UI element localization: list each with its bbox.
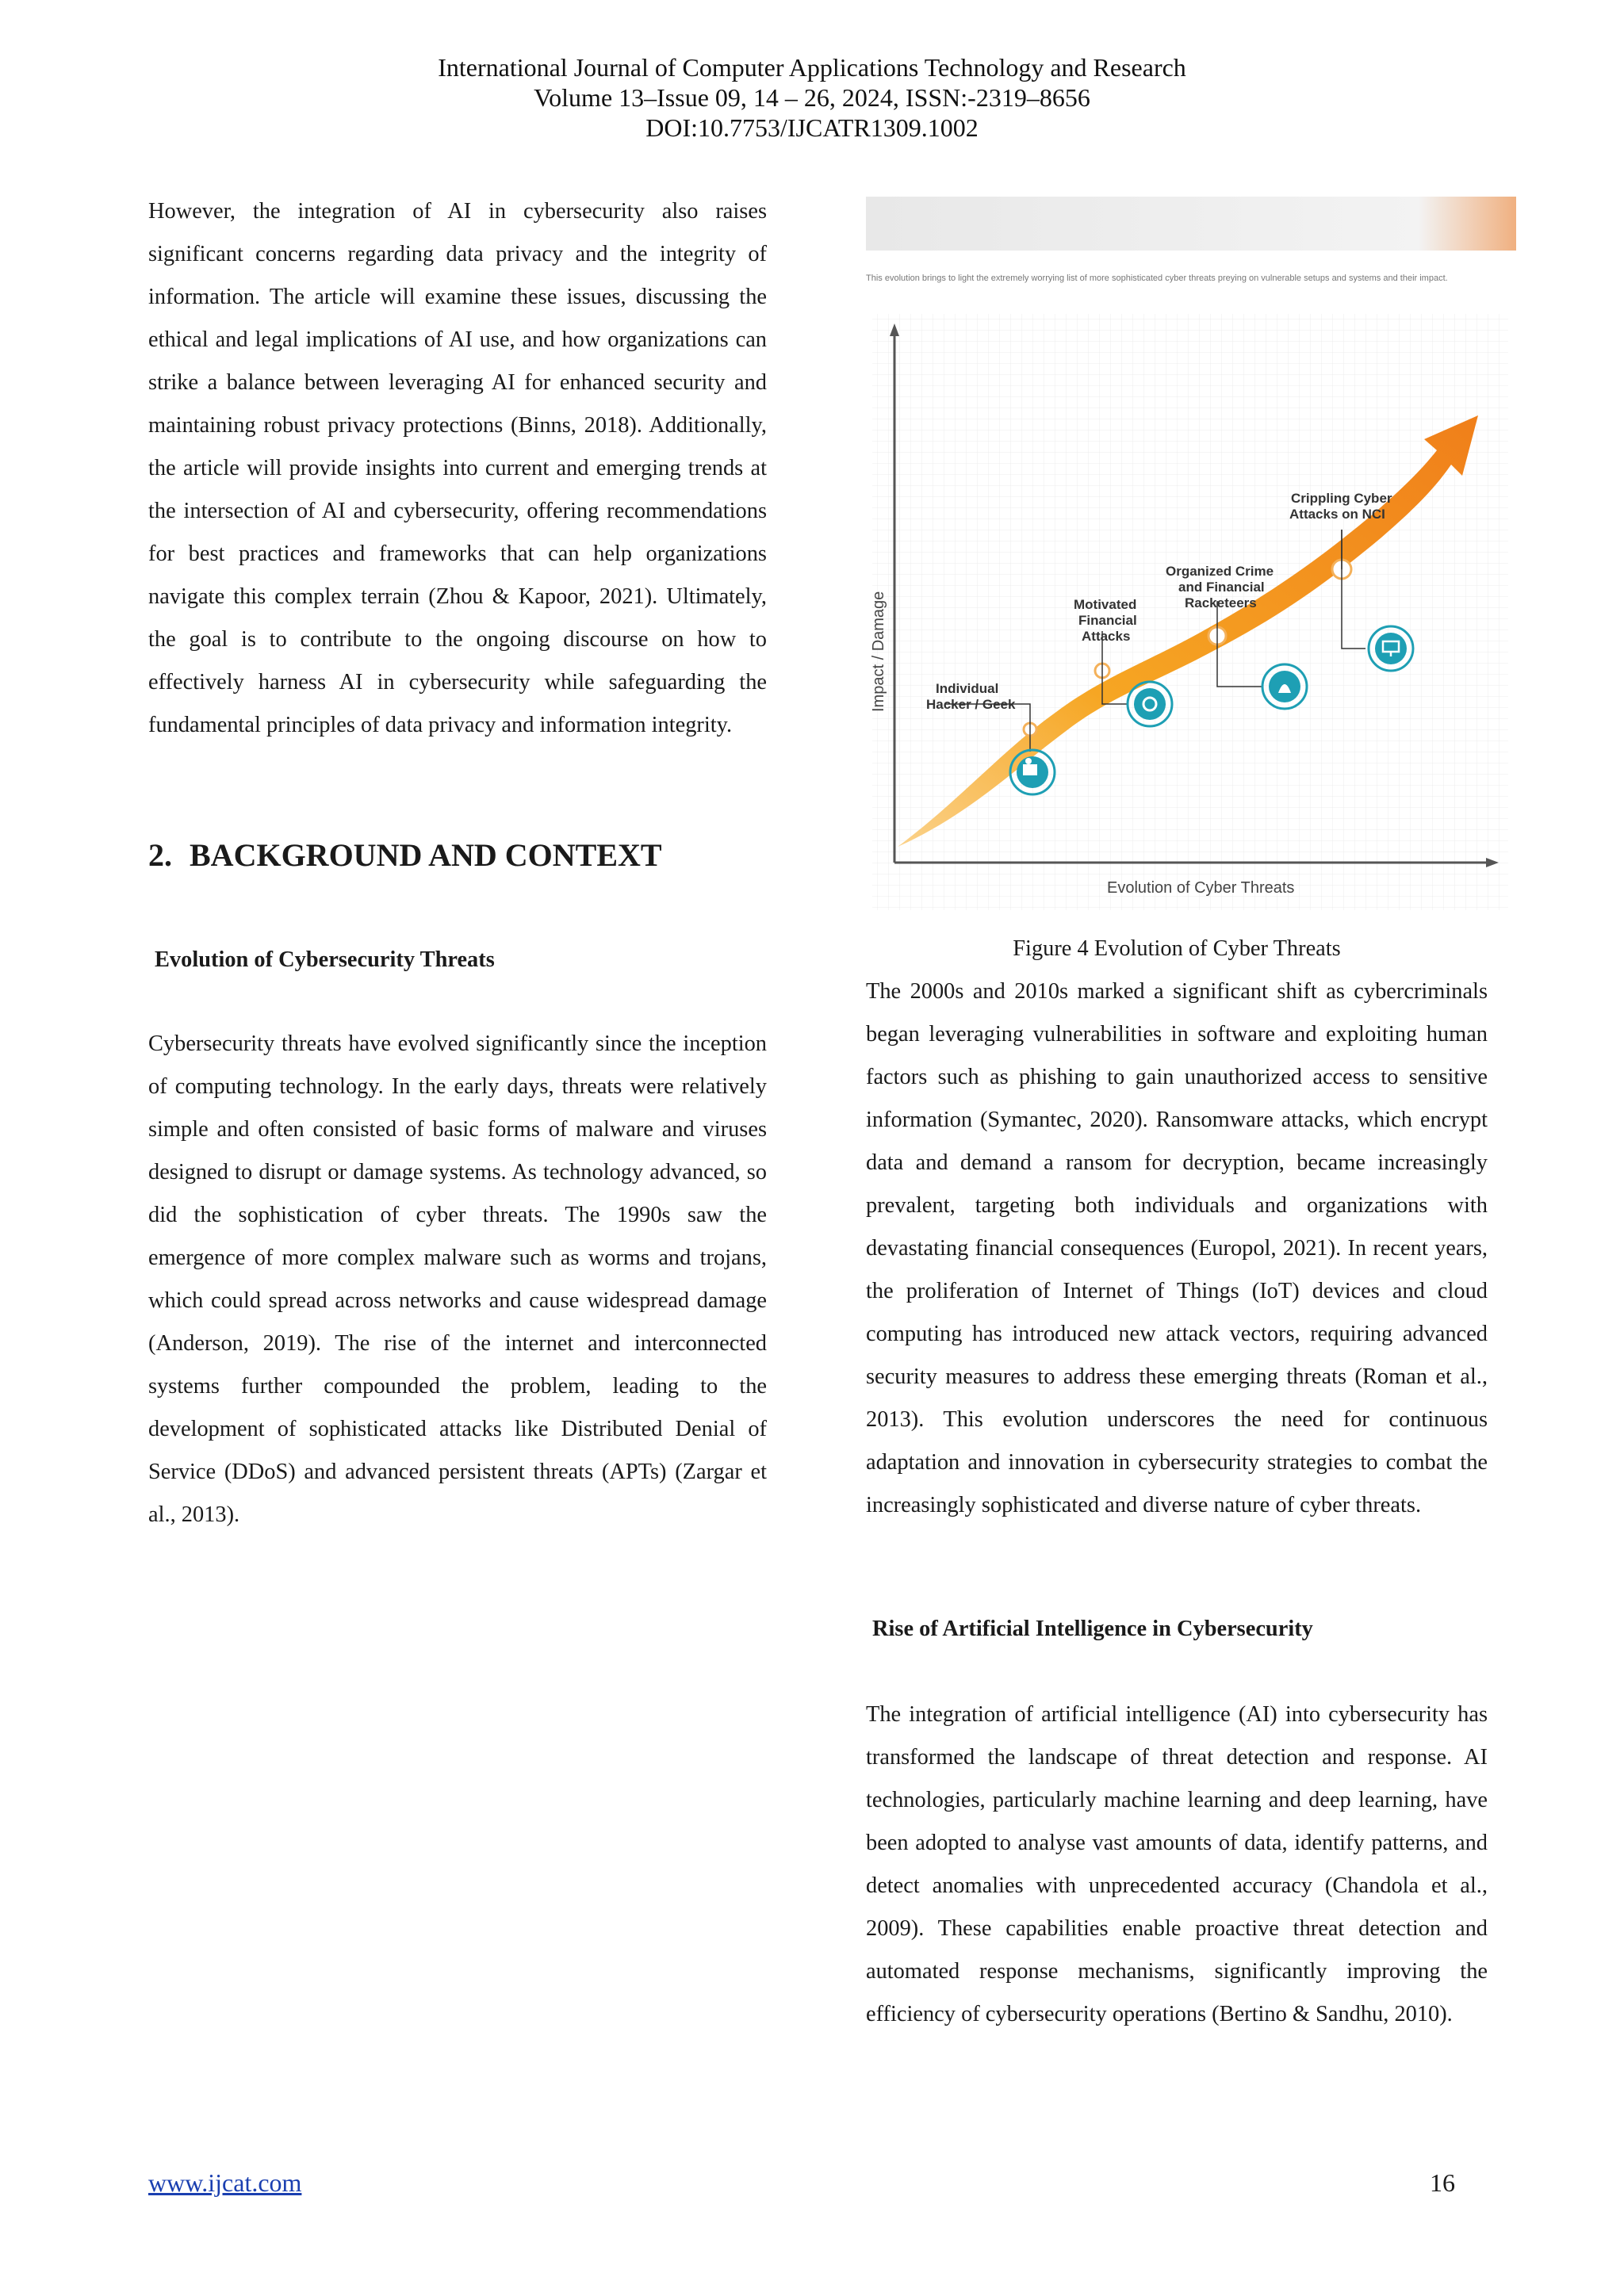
- stage-3-label-b: and Financial: [1178, 580, 1265, 595]
- journal-doi: DOI:10.7753/IJCATR1309.1002: [645, 113, 979, 142]
- figure-top-band: [866, 197, 1516, 251]
- ai-body: [866, 1693, 1488, 2036]
- computer-icon: [1369, 626, 1413, 671]
- x-axis-label: Evolution of Cyber Threats: [1107, 879, 1295, 897]
- evolution-paragraph: Cybersecurity threats have evolved significantly since the inception of computing technology. In the early days, threats were relatively simple and often consisted of basic forms of malware and viruses designed to disrupt or damage systems. As technology advanced, so did the sophistication of cyber threats. The 1990s saw the emergence of more complex malware such as worms and trojans, which could spread across networks and cause widespread damage (Anderson, 2019). The rise of the internet and interconnected systems further compounded the problem, leading to the development of sophisticated attacks like Distributed Denial of Service (DDoS) and advanced persistent threats (APTs) (Zargar et al., 2013).: [148, 1031, 767, 1527]
- ai-paragraph: The integration of artificial intelligence (AI) into cybersecurity has transformed the landscape of threat detection and response. AI technologies, particularly machine learning and deep learning, have been adopted to analyse vast amounts of data, identify patterns, and detect anomalies with unprecedented accuracy (Chandola et al., 2009). These capabilities enable proactive threat detection and automated response mechanisms, significantly improving the efficiency of cybersecurity operations (Bertino & Sandhu, 2010).: [866, 1702, 1488, 2026]
- subheading-ai-text: Rise of Artificial Intelligence in Cybersecurity: [872, 1617, 1313, 1641]
- section-number: 2.: [148, 837, 172, 873]
- page-number: 16: [1430, 2168, 1455, 2197]
- subheading-ai: [872, 1608, 1488, 1651]
- section-title: BACKGROUND AND CONTEXT: [190, 837, 662, 873]
- footer-website-link[interactable]: www.ijcat.com: [148, 2168, 302, 2197]
- figure-4: [866, 197, 1516, 918]
- evolution-chart: [866, 197, 1516, 918]
- stage-2-label-c: Attacks: [1082, 629, 1131, 644]
- gear-icon: [1128, 682, 1172, 726]
- journal-header: [0, 52, 1624, 143]
- stage-1-label-a: Individual: [936, 681, 999, 696]
- intro-paragraph: However, the integration of AI in cybersecurity also raises significant concerns regarding data privacy and the integrity of information. The article will examine these issues, discussing the ethical and legal implications of AI use, and how organizations can strike a balance between leveraging AI for enhanced security and maintaining robust privacy protections (Binns, 2018). Additionally, the article will provide insights into current and emerging trends at the intersection of AI and cybersecurity, offering recommendations for best practices and frameworks that can help organizations navigate this complex terrain (Zhou & Kapoor, 2021). Ultimately, the goal is to contribute to the ongoing discourse on how to effectively harness AI in cybersecurity while safeguarding the fundamental principles of data privacy and information integrity.: [148, 199, 767, 737]
- journal-volume: Volume 13–Issue 09, 14 – 26, 2024, ISSN:-2319–8656: [534, 83, 1090, 112]
- stage-2-label-b: Financial: [1078, 613, 1137, 628]
- right-column: [866, 970, 1488, 1527]
- stage-4-label-b: Attacks on NCI: [1289, 507, 1385, 522]
- subheading-evolution: [155, 939, 767, 982]
- stage-1-label-b: Hacker / Geek: [926, 697, 1016, 712]
- stage-3-label-a: Organized Crime: [1166, 564, 1274, 579]
- stage-2-label-a: Motivated: [1074, 597, 1137, 612]
- y-axis-label: Impact / Damage: [870, 591, 887, 712]
- journal-title: International Journal of Computer Applications Technology and Research: [438, 53, 1186, 82]
- hacker-icon: [1010, 750, 1055, 794]
- stage-3-label-c: Racketeers: [1185, 595, 1257, 610]
- section-heading: [148, 834, 767, 877]
- evolution-body: [148, 1023, 767, 1536]
- figure-caption: Figure 4 Evolution of Cyber Threats: [1013, 936, 1341, 961]
- figure-blurb: This evolution brings to light the extremely worrying list of more sophisticated cyber threats preying on vulnerable setups and systems and their impact.: [866, 274, 1448, 283]
- left-column: [148, 190, 767, 747]
- stage-4-label-a: Crippling Cyber: [1291, 491, 1392, 506]
- money-bag-icon: [1262, 664, 1307, 709]
- subheading-evolution-text: Evolution of Cybersecurity Threats: [155, 947, 495, 972]
- chart-grid: [872, 314, 1508, 910]
- shift-paragraph: The 2000s and 2010s marked a significant shift as cybercriminals began leveraging vulnerabilities in software and exploiting human factors such as phishing to gain unauthorized access to sensitive information (Symantec, 2020). Ransomware attacks, which encrypt data and demand a ransom for decryption, became increasingly prevalent, targeting both individuals and organizations with devastating financial consequences (Europol, 2021). In recent years, the proliferation of Internet of Things (IoT) devices and cloud computing has introduced new attack vectors, requiring advanced security measures to address these emerging threats (Roman et al., 2013). This evolution underscores the need for continuous adaptation and innovation in cybersecurity strategies to combat the increasingly sophisticated and diverse nature of cyber threats.: [866, 979, 1488, 1517]
